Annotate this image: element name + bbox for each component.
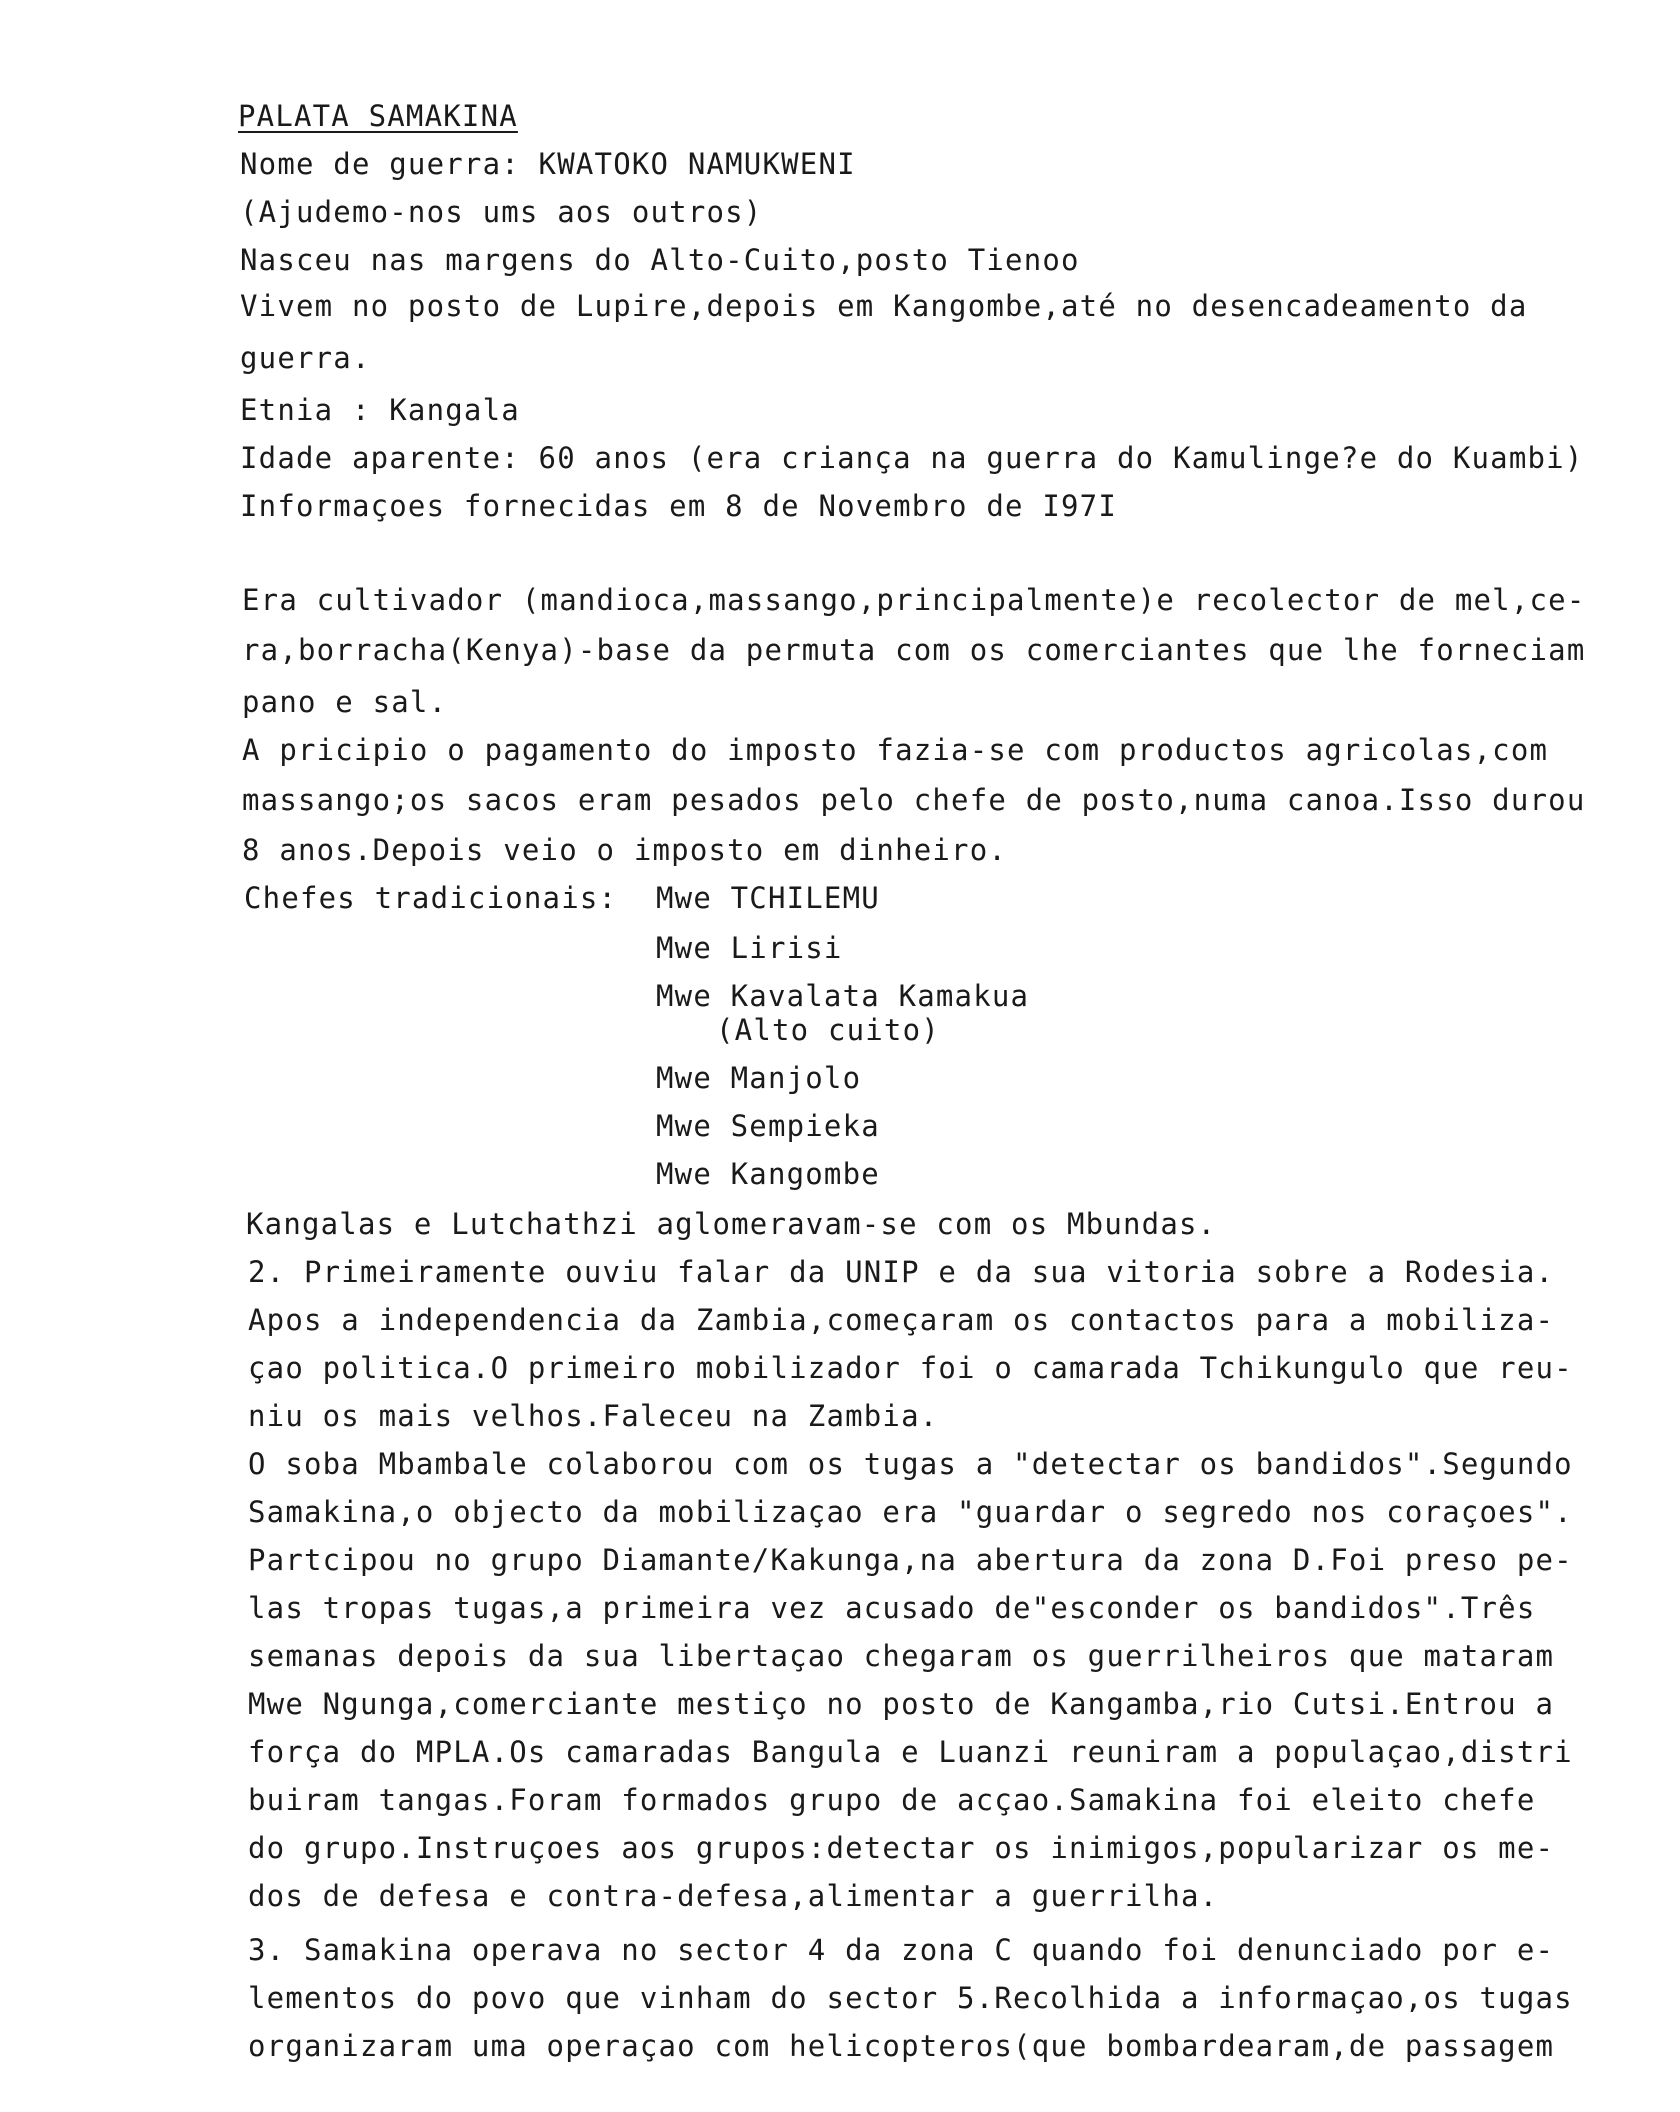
chief-name: Mwe TCHILEMU xyxy=(656,881,880,915)
paragraph-line: çao politica.O primeiro mobilizador foi o camarada Tchikungulo que reu- xyxy=(248,1351,1573,1385)
paragraph-line: Kangalas e Lutchathzi aglomeravam-se com os Mbundas. xyxy=(246,1207,1217,1241)
header-line: Nome de guerra: KWATOKO NAMUKWENI xyxy=(240,147,856,181)
header-line: Nasceu nas margens do Alto-Cuito,posto Tienoo xyxy=(240,243,1080,277)
chief-name: Mwe Kavalata Kamakua xyxy=(656,979,1030,1013)
paragraph-line: Mwe Ngunga,comerciante mestiço no posto de Kangamba,rio Cutsi.Entrou a xyxy=(248,1687,1555,1721)
paragraph-line: força do MPLA.Os camaradas Bangula e Luanzi reuniram a populaçao,distri xyxy=(248,1735,1573,1769)
paragraph-line: Samakina,o objecto da mobilizaçao era "guardar o segredo nos coraçoes". xyxy=(248,1495,1573,1529)
header-line: guerra. xyxy=(240,341,371,375)
paragraph-line: buiram tangas.Foram formados grupo de acçao.Samakina foi eleito chefe xyxy=(248,1783,1536,1817)
header-line: Vivem no posto de Lupire,depois em Kangombe,até no desencadeamento da xyxy=(240,289,1528,323)
document-title: PALATA SAMAKINA xyxy=(238,99,518,133)
header-line: Etnia : Kangala xyxy=(240,393,520,427)
paragraph-line: 3. Samakina operava no sector 4 da zona C quando foi denunciado por e- xyxy=(248,1933,1555,1967)
header-line: Informaçoes fornecidas em 8 de Novembro de I97I xyxy=(240,489,1117,523)
paragraph-line: dos de defesa e contra-defesa,alimentar a guerrilha. xyxy=(248,1879,1219,1913)
paragraph-line: Partcipou no grupo Diamante/Kakunga,na abertura da zona D.Foi preso pe- xyxy=(248,1543,1573,1577)
chief-name: Mwe Lirisi xyxy=(656,931,843,965)
chiefs-label: Chefes tradicionais: xyxy=(244,881,618,915)
paragraph-line: organizaram uma operaçao com helicopteros(que bombardearam,de passagem xyxy=(248,2029,1555,2063)
header-line: Idade aparente: 60 anos (era criança na guerra do Kamulinge?e do Kuambi) xyxy=(240,441,1584,475)
paragraph-line: do grupo.Instruçoes aos grupos:detectar os inimigos,popularizar os me- xyxy=(248,1831,1555,1865)
chief-name: Mwe Sempieka xyxy=(656,1109,880,1143)
chief-name: Mwe Kangombe xyxy=(656,1157,880,1191)
paragraph-line: ra,borracha(Kenya)-base da permuta com os comerciantes que lhe forneciam xyxy=(242,633,1586,667)
paragraph-line: Era cultivador (mandioca,massango,principalmente)e recolector de mel,ce- xyxy=(242,583,1586,617)
paragraph-line: semanas depois da sua libertaçao chegaram os guerrilheiros que mataram xyxy=(248,1639,1555,1673)
paragraph-line: 8 anos.Depois veio o imposto em dinheiro. xyxy=(242,833,1008,867)
header-line: (Ajudemo-nos ums aos outros) xyxy=(240,195,763,229)
paragraph-line: A pricipio o pagamento do imposto fazia-se com productos agricolas,com xyxy=(242,733,1549,767)
paragraph-line: lementos do povo que vinham do sector 5.Recolhida a informaçao,os tugas xyxy=(248,1981,1573,2015)
paragraph-line: Apos a independencia da Zambia,começaram os contactos para a mobiliza- xyxy=(248,1303,1555,1337)
chief-name: Mwe Manjolo xyxy=(656,1061,862,1095)
chief-note: (Alto cuito) xyxy=(716,1013,940,1047)
paragraph-line: las tropas tugas,a primeira vez acusado de"esconder os bandidos".Três xyxy=(248,1591,1536,1625)
paragraph-line: O soba Mbambale colaborou com os tugas a "detectar os bandidos".Segundo xyxy=(248,1447,1573,1481)
paragraph-line: niu os mais velhos.Faleceu na Zambia. xyxy=(248,1399,939,1433)
paragraph-line: 2. Primeiramente ouviu falar da UNIP e da sua vitoria sobre a Rodesia. xyxy=(248,1255,1555,1289)
paragraph-line: pano e sal. xyxy=(242,685,448,719)
paragraph-line: massango;os sacos eram pesados pelo chefe de posto,numa canoa.Isso durou xyxy=(242,783,1586,817)
